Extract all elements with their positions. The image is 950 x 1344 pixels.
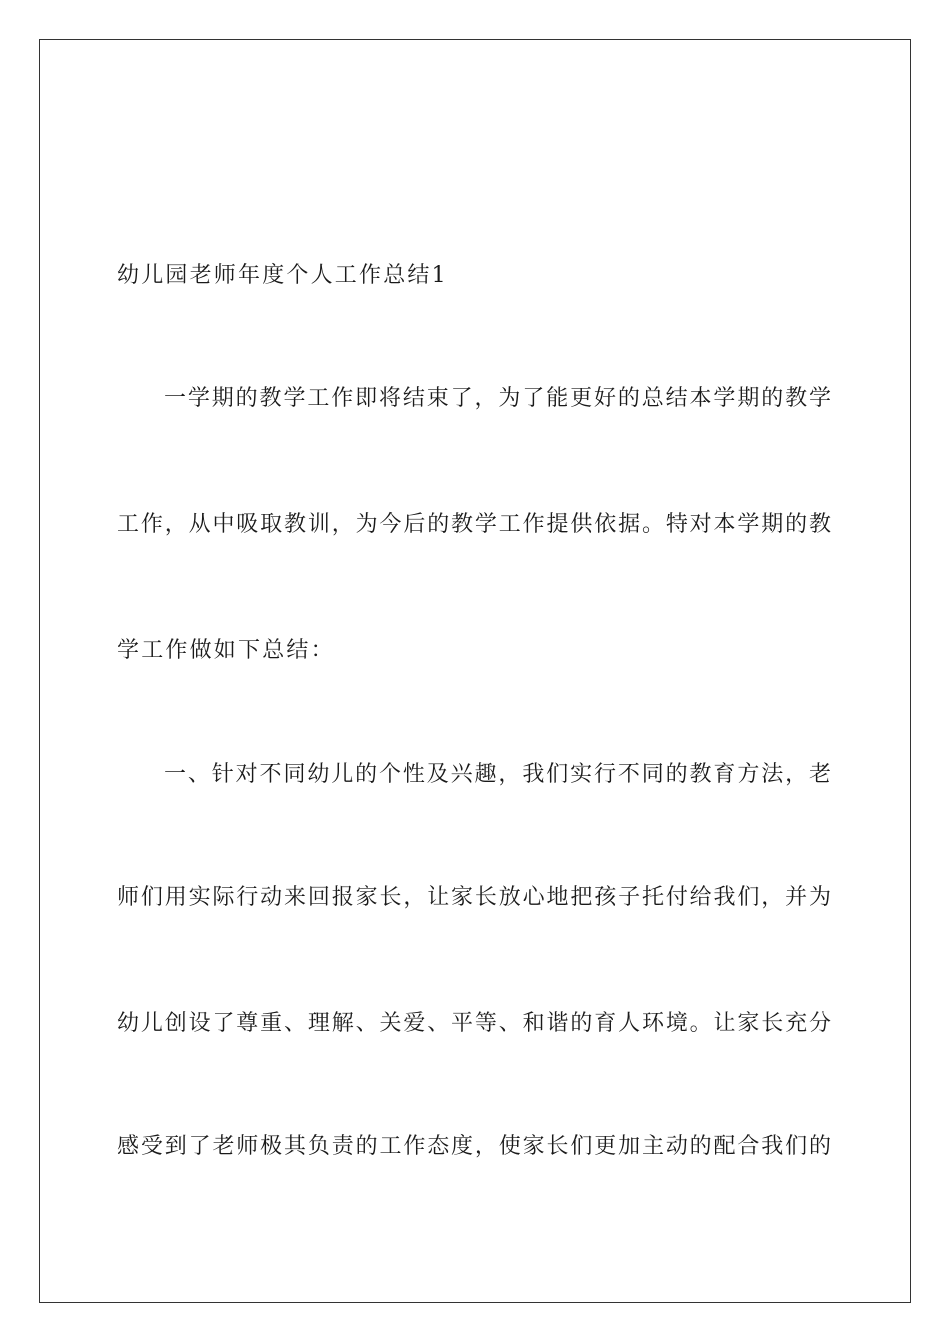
paragraph-line-4: 一、针对不同幼儿的个性及兴趣，我们实行不同的教育方法，老 <box>164 762 831 787</box>
paragraph-line-7: 感受到了老师极其负责的工作态度，使家长们更加主动的配合我们的 <box>117 1134 831 1159</box>
paragraph-line-2: 工作，从中吸取教训，为今后的教学工作提供依据。特对本学期的教 <box>117 512 831 537</box>
paragraph-line-1: 一学期的教学工作即将结束了，为了能更好的总结本学期的教学 <box>164 386 831 411</box>
paragraph-line-6: 幼儿创设了尊重、理解、关爱、平等、和谐的育人环境。让家长充分 <box>117 1011 831 1036</box>
document-title: 幼儿园老师年度个人工作总结1 <box>117 263 448 288</box>
paragraph-line-5: 师们用实际行动来回报家长，让家长放心地把孩子托付给我们，并为 <box>117 885 831 910</box>
page-border <box>39 39 911 1303</box>
paragraph-line-3: 学工作做如下总结： <box>117 638 335 663</box>
